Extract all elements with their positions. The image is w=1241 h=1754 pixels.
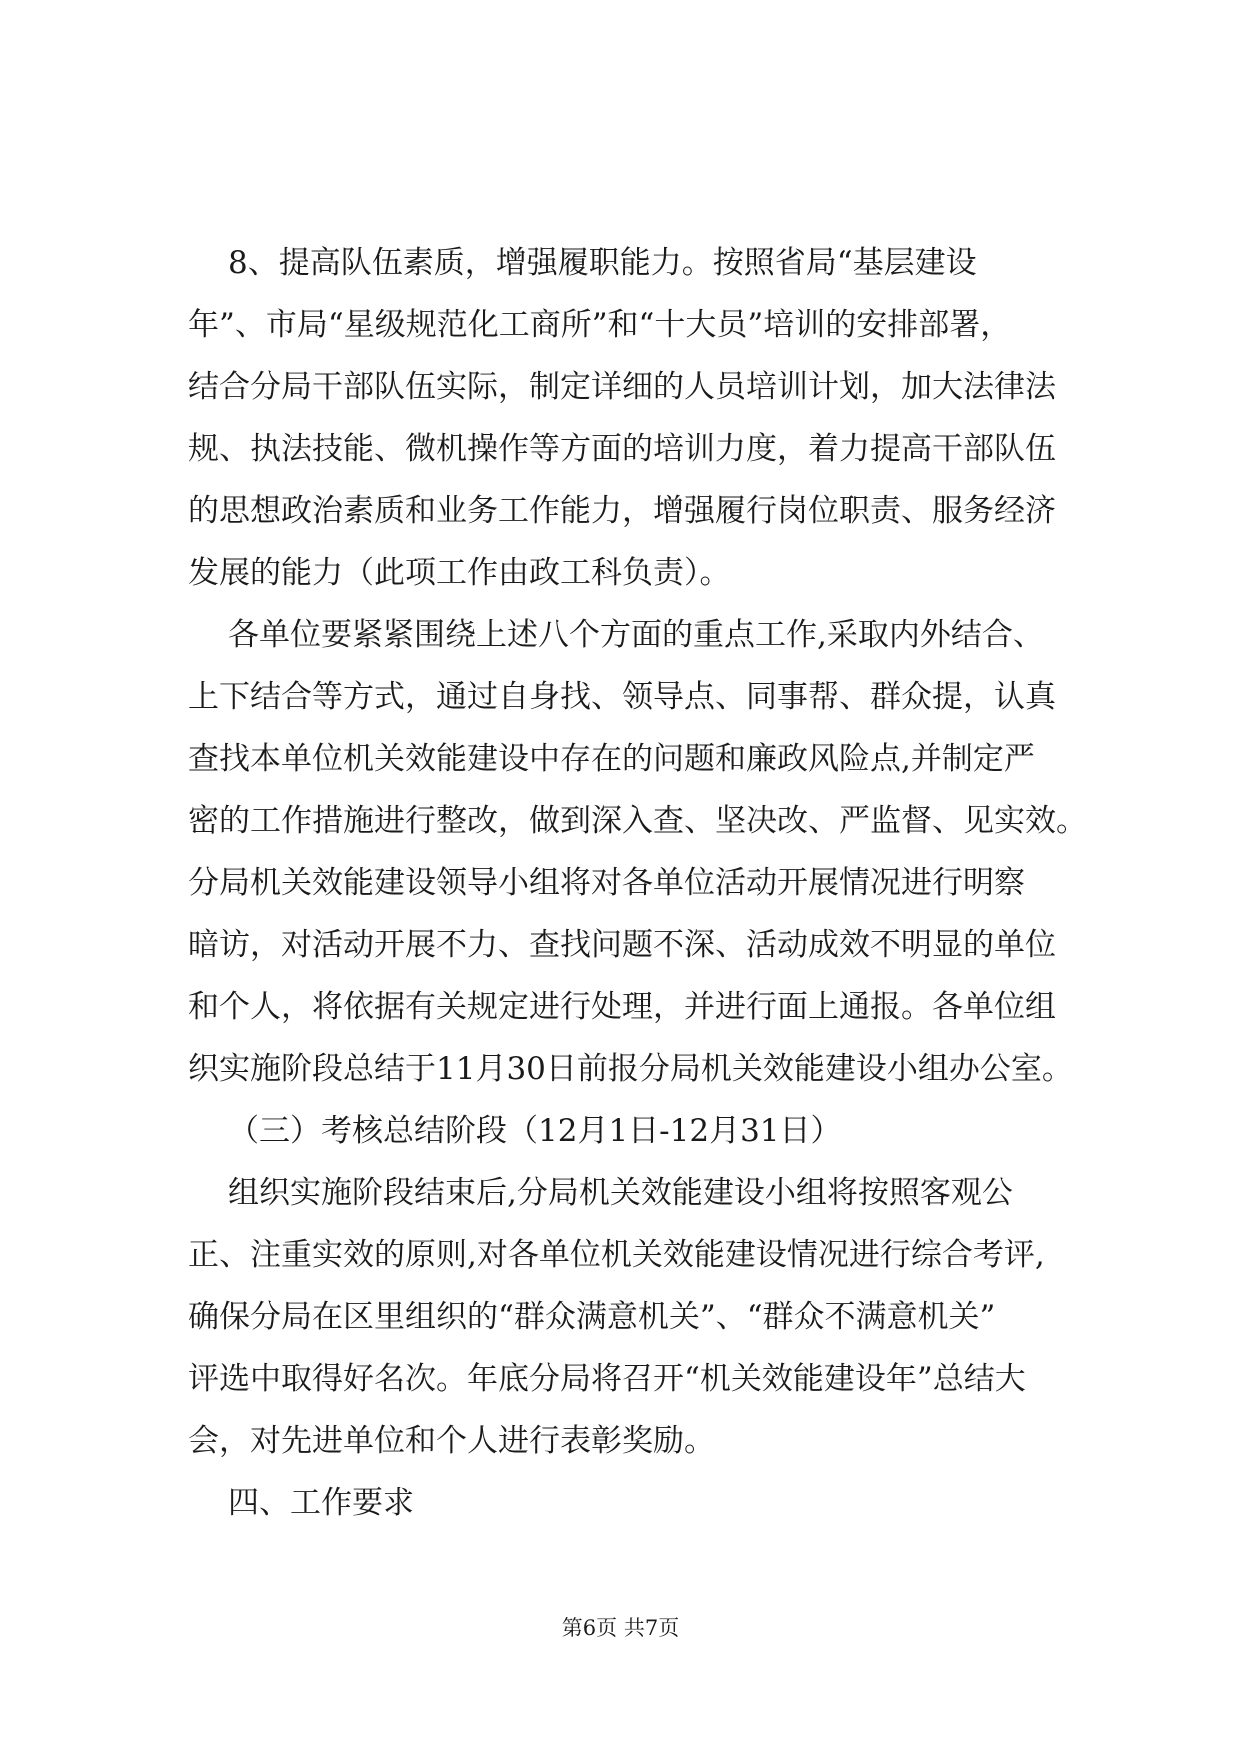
paragraph-line: 年”、市局“星级规范化工商所”和“十大员”培训的安排部署， bbox=[188, 307, 1012, 343]
document-body bbox=[188, 232, 1088, 1534]
paragraph-line: 的思想政治素质和业务工作能力，增强履行岗位职责、服务经济 bbox=[188, 493, 1056, 529]
paragraph-line: 查找本单位机关效能建设中存在的问题和廉政风险点,并制定严 bbox=[188, 741, 1035, 777]
paragraph-line: 分局机关效能建设领导小组将对各单位活动开展情况进行明察 bbox=[188, 865, 1025, 901]
paragraph-line: 正、注重实效的原则,对各单位机关效能建设情况进行综合考评, bbox=[188, 1237, 1045, 1273]
section-heading: （三）考核总结阶段（12月1日-12月31日） bbox=[228, 1113, 842, 1149]
section-heading: 四、工作要求 bbox=[228, 1485, 414, 1521]
paragraph-line: 织实施阶段总结于11月30日前报分局机关效能建设小组办公室。 bbox=[188, 1051, 1073, 1087]
paragraph-line: 组织实施阶段结束后,分局机关效能建设小组将按照客观公 bbox=[228, 1175, 1013, 1211]
paragraph-line: 8、提高队伍素质，增强履职能力。按照省局“基层建设 bbox=[228, 245, 977, 281]
page-number-footer: 第6页 共7页 bbox=[561, 1616, 680, 1640]
paragraph-line: 评选中取得好名次。年底分局将召开“机关效能建设年”总结大 bbox=[188, 1361, 1026, 1397]
paragraph-line: 各单位要紧紧围绕上述八个方面的重点工作,采取内外结合、 bbox=[228, 617, 1044, 653]
paragraph-line: 发展的能力（此项工作由政工科负责）。 bbox=[188, 555, 731, 591]
paragraph-line: 会，对先进单位和个人进行表彰奖励。 bbox=[188, 1423, 715, 1459]
paragraph-line: 上下结合等方式，通过自身找、领导点、同事帮、群众提，认真 bbox=[188, 679, 1056, 715]
paragraph-line: 规、执法技能、微机操作等方面的培训力度，着力提高干部队伍 bbox=[188, 431, 1056, 467]
paragraph-line: 确保分局在区里组织的“群众满意机关”、“群众不满意机关” bbox=[188, 1299, 996, 1335]
paragraph-line: 结合分局干部队伍实际，制定详细的人员培训计划，加大法律法 bbox=[188, 369, 1056, 405]
paragraph-line: 密的工作措施进行整改，做到深入查、坚决改、严监督、见实效。 bbox=[188, 803, 1087, 839]
paragraph-line: 暗访，对活动开展不力、查找问题不深、活动成效不明显的单位 bbox=[188, 927, 1056, 963]
paragraph-line: 和个人，将依据有关规定进行处理，并进行面上通报。各单位组 bbox=[188, 989, 1056, 1025]
